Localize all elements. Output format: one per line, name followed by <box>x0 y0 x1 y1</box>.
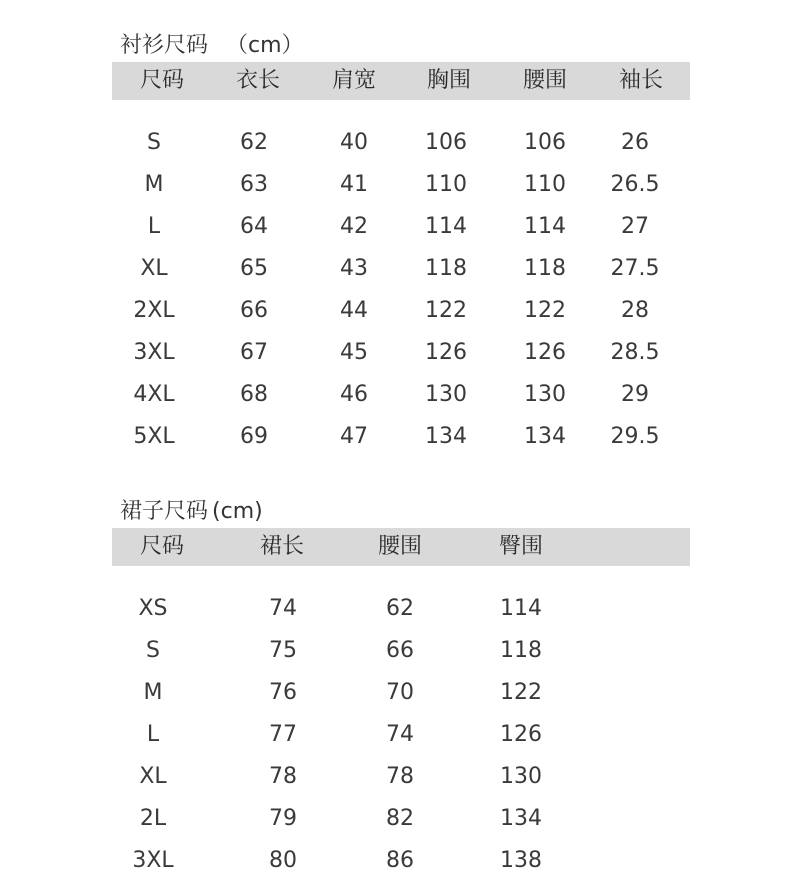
shirt-table-cell: 134 <box>425 424 467 449</box>
skirt-table-cell: 74 <box>269 596 297 621</box>
skirt-table-cell: 130 <box>500 764 542 789</box>
shirt-header-cell: 尺码 <box>139 68 184 93</box>
skirt-table-cell: 138 <box>500 848 542 873</box>
skirt-table-cell: 2L <box>139 806 167 831</box>
shirt-table-cell: 45 <box>340 340 368 365</box>
skirt-table-cell: 86 <box>386 848 414 873</box>
shirt-table-cell: 40 <box>340 130 368 155</box>
shirt-table-cell: 67 <box>240 340 268 365</box>
shirt-table-cell: 106 <box>524 130 566 155</box>
skirt-table-cell: 118 <box>500 638 542 663</box>
shirt-table-cell: 62 <box>240 130 268 155</box>
skirt-table-cell: M <box>143 680 163 705</box>
shirt-table-cell: 130 <box>524 382 566 407</box>
shirt-table-cell: 29 <box>621 382 649 407</box>
shirt-unit-text: （cm） <box>226 33 304 58</box>
skirt-table-cell: 66 <box>386 638 414 663</box>
shirt-table-cell: 122 <box>524 298 566 323</box>
skirt-table-cell: XL <box>139 764 167 789</box>
shirt-table-cell: 110 <box>524 172 566 197</box>
shirt-table-cell: 118 <box>425 256 467 281</box>
shirt-table-cell: 66 <box>240 298 268 323</box>
skirt-table-cell: 78 <box>386 764 414 789</box>
skirt-table-cell: 134 <box>500 806 542 831</box>
shirt-table-cell: 68 <box>240 382 268 407</box>
shirt-table-cell: 43 <box>340 256 368 281</box>
shirt-table-cell: M <box>144 172 164 197</box>
shirt-table-cell: 26 <box>621 130 649 155</box>
skirt-table-cell: 114 <box>500 596 542 621</box>
skirt-table-cell: 74 <box>386 722 414 747</box>
shirt-table-cell: 46 <box>340 382 368 407</box>
skirt-table-cell: S <box>146 638 160 663</box>
skirt-table-cell: 126 <box>500 722 542 747</box>
shirt-table-cell: 29.5 <box>610 424 660 449</box>
shirt-table-cell: 110 <box>425 172 467 197</box>
shirt-table-cell: 63 <box>240 172 268 197</box>
shirt-table-cell: 126 <box>524 340 566 365</box>
skirt-table-cell: 62 <box>386 596 414 621</box>
shirt-table-cell: 118 <box>524 256 566 281</box>
skirt-size-title <box>120 494 263 525</box>
skirt-table-cell: 80 <box>269 848 297 873</box>
skirt-table-cell: 77 <box>269 722 297 747</box>
skirt-table-cell: 3XL <box>132 848 174 873</box>
shirt-table-cell: 27 <box>621 214 649 239</box>
skirt-table-cell: 75 <box>269 638 297 663</box>
skirt-title-text: 裙子尺码 <box>120 499 209 524</box>
shirt-table-cell: 47 <box>340 424 368 449</box>
shirt-table-cell: L <box>147 214 161 239</box>
skirt-table-cell: 122 <box>500 680 542 705</box>
shirt-table-cell: 3XL <box>133 340 175 365</box>
shirt-table-cell: 4XL <box>133 382 175 407</box>
shirt-header-cell: 袖长 <box>618 68 663 93</box>
shirt-table-cell: 134 <box>524 424 566 449</box>
shirt-table-cell: 26.5 <box>610 172 660 197</box>
shirt-table-cell: 27.5 <box>610 256 660 281</box>
shirt-table-cell: 69 <box>240 424 268 449</box>
skirt-table-cell: 70 <box>386 680 414 705</box>
shirt-table-cell: 44 <box>340 298 368 323</box>
shirt-table-cell: 126 <box>425 340 467 365</box>
shirt-header-cell: 腰围 <box>522 68 567 93</box>
skirt-table-cell: 76 <box>269 680 297 705</box>
shirt-table-cell: 42 <box>340 214 368 239</box>
shirt-table-cell: 114 <box>425 214 467 239</box>
skirt-header-cell: 尺码 <box>139 534 184 559</box>
shirt-table-cell: 5XL <box>133 424 175 449</box>
skirt-unit-text: (cm) <box>212 499 263 524</box>
shirt-table-cell: 41 <box>340 172 368 197</box>
shirt-table-cell: 2XL <box>133 298 175 323</box>
shirt-table-cell: 28.5 <box>610 340 660 365</box>
shirt-table-cell: 106 <box>425 130 467 155</box>
shirt-table-cell: XL <box>140 256 168 281</box>
shirt-table-cell: 130 <box>425 382 467 407</box>
shirt-header-cell: 胸围 <box>426 68 471 93</box>
shirt-header-cell: 衣长 <box>235 68 280 93</box>
skirt-table-cell: L <box>146 722 160 747</box>
skirt-table-cell: 79 <box>269 806 297 831</box>
shirt-title-text: 衬衫尺码 <box>120 33 209 58</box>
skirt-table-cell: XS <box>138 596 168 621</box>
shirt-table-cell: 28 <box>621 298 649 323</box>
shirt-table-cell: 122 <box>425 298 467 323</box>
shirt-table-cell: 114 <box>524 214 566 239</box>
skirt-header-cell: 腰围 <box>377 534 422 559</box>
shirt-table-cell: S <box>147 130 161 155</box>
shirt-size-title <box>120 28 304 59</box>
shirt-header-cell: 肩宽 <box>331 68 376 93</box>
skirt-header-cell: 裙长 <box>259 534 304 559</box>
skirt-table-cell: 78 <box>269 764 297 789</box>
skirt-table-cell: 82 <box>386 806 414 831</box>
shirt-table-cell: 64 <box>240 214 268 239</box>
shirt-table-cell: 65 <box>240 256 268 281</box>
skirt-header-cell: 臀围 <box>498 534 543 559</box>
